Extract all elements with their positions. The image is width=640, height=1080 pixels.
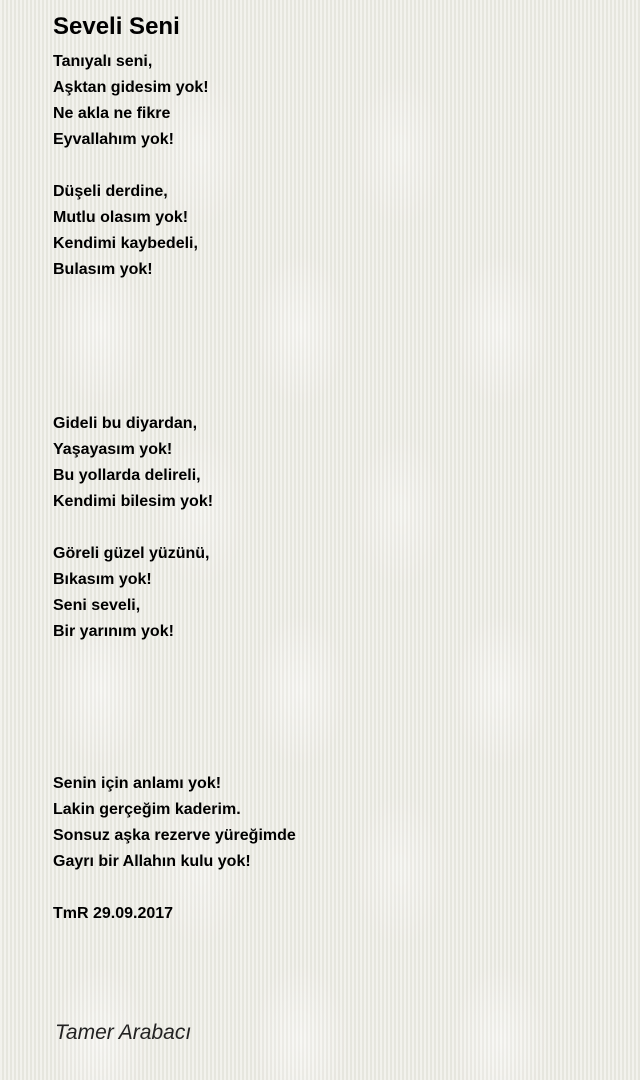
poem-line: Gayrı bir Allahın kulu yok!	[53, 853, 251, 870]
poem-line: Kendimi bilesim yok!	[53, 493, 214, 510]
poem-line: Yaşayasım yok!	[53, 441, 173, 458]
poem-line: Bu yollarda delireli,	[53, 467, 201, 484]
poem-line: Eyvallahım yok!	[53, 131, 174, 148]
poem-line: Senin için anlamı yok!	[53, 775, 222, 792]
poem-line: Göreli güzel yüzünü,	[53, 545, 210, 562]
poem-line: Bir yarınım yok!	[53, 623, 174, 640]
poem-date: TmR 29.09.2017	[53, 905, 174, 922]
poem-line: Mutlu olasım yok!	[53, 209, 189, 226]
poem-line: Aşktan gidesim yok!	[53, 79, 209, 96]
poem-line: Lakin gerçeğim kaderim.	[53, 801, 241, 818]
poem-line: Tanıyalı seni,	[53, 53, 153, 70]
poem-line: Kendimi kaybedeli,	[53, 235, 198, 252]
poem-line: Gideli bu diyardan,	[53, 415, 198, 432]
poem-line: Ne akla ne fikre	[53, 105, 171, 122]
poem-title: Seveli Seni	[53, 13, 180, 40]
author-signature: Tamer Arabacı	[55, 1021, 192, 1044]
poem-line: Düşeli derdine,	[53, 183, 168, 200]
poem-line: Bulasım yok!	[53, 261, 153, 278]
poem-line: Sonsuz aşka rezerve yüreğimde	[53, 827, 296, 844]
poem-line: Bıkasım yok!	[53, 571, 152, 588]
poem-line: Seni seveli,	[53, 597, 141, 614]
